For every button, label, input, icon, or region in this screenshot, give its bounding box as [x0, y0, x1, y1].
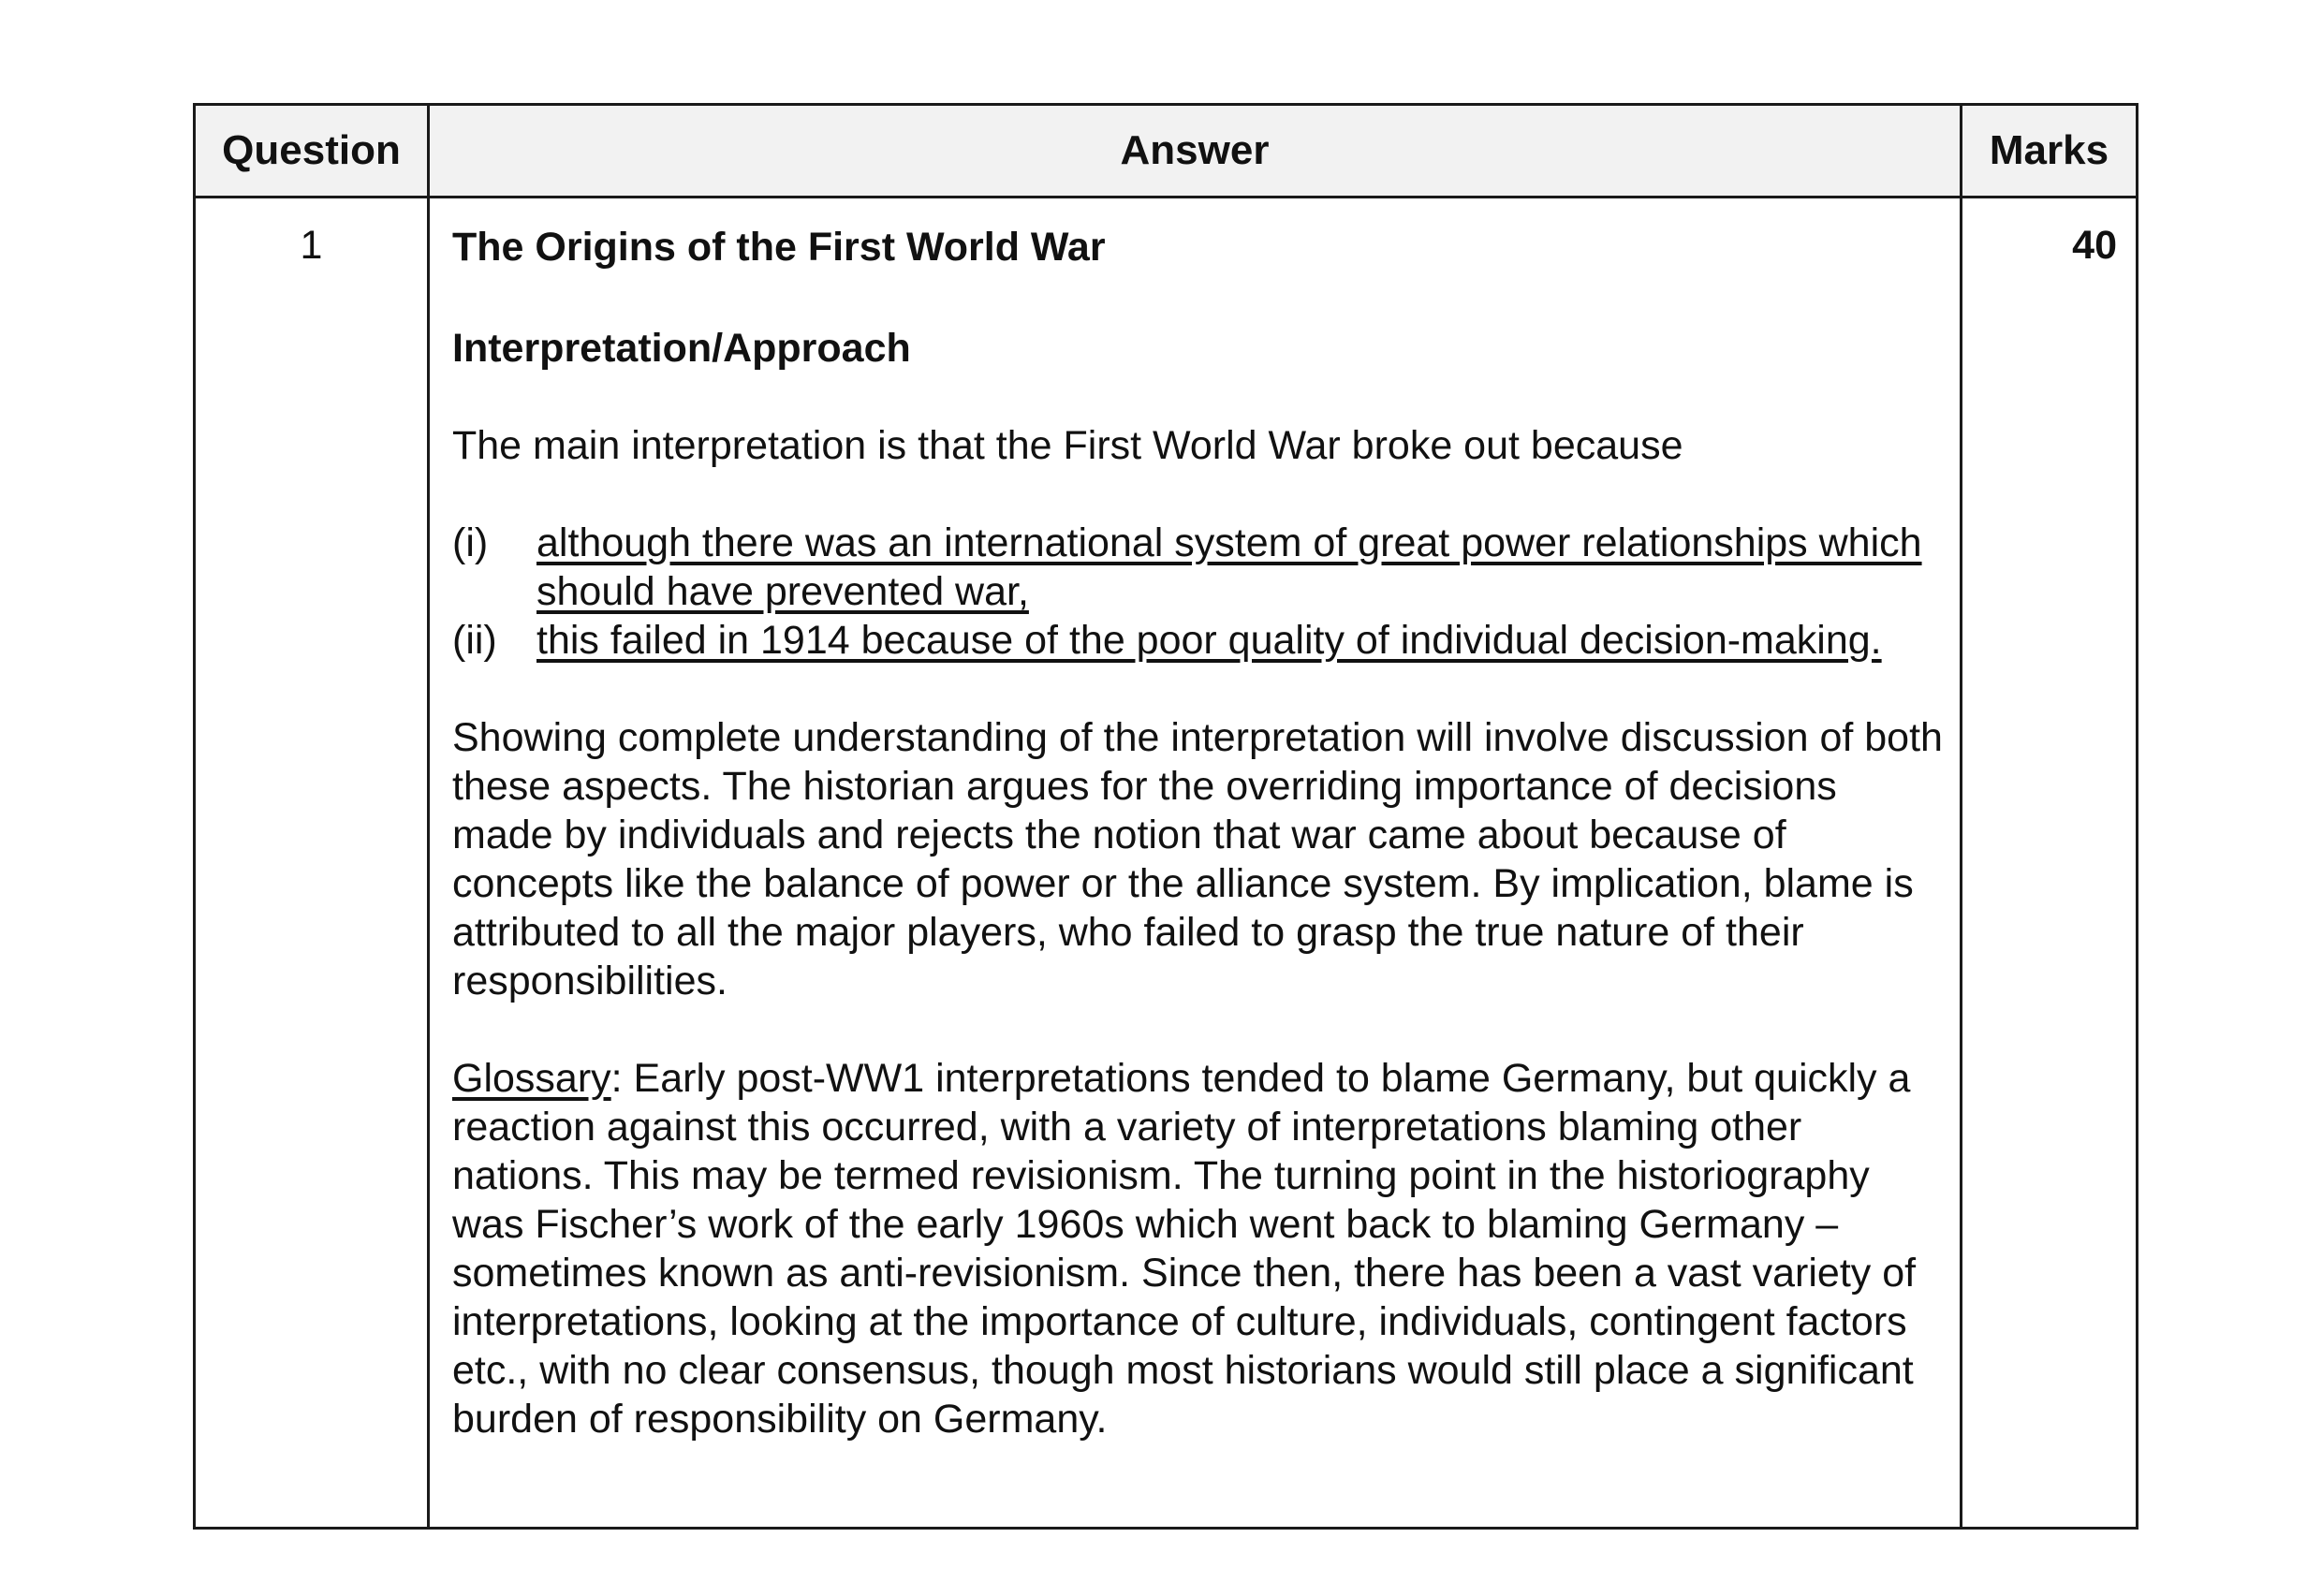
- mark-scheme-table: [193, 103, 2138, 1530]
- list-item-number: (i): [452, 520, 489, 565]
- question-column-header: Question: [195, 105, 429, 198]
- table-row: [195, 198, 2138, 1529]
- answer-cell: [429, 198, 1962, 1529]
- marks-value: 40: [1962, 198, 2138, 1529]
- answer-subheading: Interpretation/Approach: [452, 326, 911, 371]
- list-item-text: this failed in 1914 because of the poor quality of individual decision-making.: [536, 618, 1882, 663]
- glossary-label: Glossary: [452, 1056, 611, 1101]
- glossary-paragraph: [452, 1054, 1943, 1443]
- marks-column-header: Marks: [1962, 105, 2138, 198]
- intro-text: The main interpretation is that the First World War broke out because: [452, 423, 1683, 468]
- answer-column-header: Answer: [429, 105, 1962, 198]
- list-item: [452, 616, 1943, 665]
- question-number: 1: [195, 198, 429, 1529]
- list-item-text: although there was an international system of great power relationships which should have prevented war,: [536, 520, 1922, 614]
- list-item: [452, 519, 1943, 616]
- glossary-text: : Early post-WW1 interpretations tended to blame Germany, but quickly a reaction against this occurred, with a variety of interpretations blaming other nations. This may be termed revisionism. The turning point in the historiography was Fischer’s work of the early 1960s which went back to blaming Germany – sometimes known as anti-revisionism. Since then, there has been a vast variety of interpretations, looking at the importance of culture, individuals, contingent factors etc., with no clear consensus, though most historians would still place a significant burden of responsibility on Germany.: [452, 1056, 1917, 1442]
- points-list: [452, 519, 1943, 665]
- list-item-number: (ii): [452, 618, 497, 663]
- table-header-row: [195, 105, 2138, 198]
- answer-title: The Origins of the First World War: [452, 225, 1106, 270]
- body-paragraph: Showing complete understanding of the interpretation will involve discussion of both these aspects. The historian argues for the overriding importance of decisions made by individuals and rejects the notion that war came about because of concepts like the balance of power or the alliance system. By implication, blame is attributed to all the major players, who failed to grasp the true nature of their responsibilities.: [452, 715, 1943, 1003]
